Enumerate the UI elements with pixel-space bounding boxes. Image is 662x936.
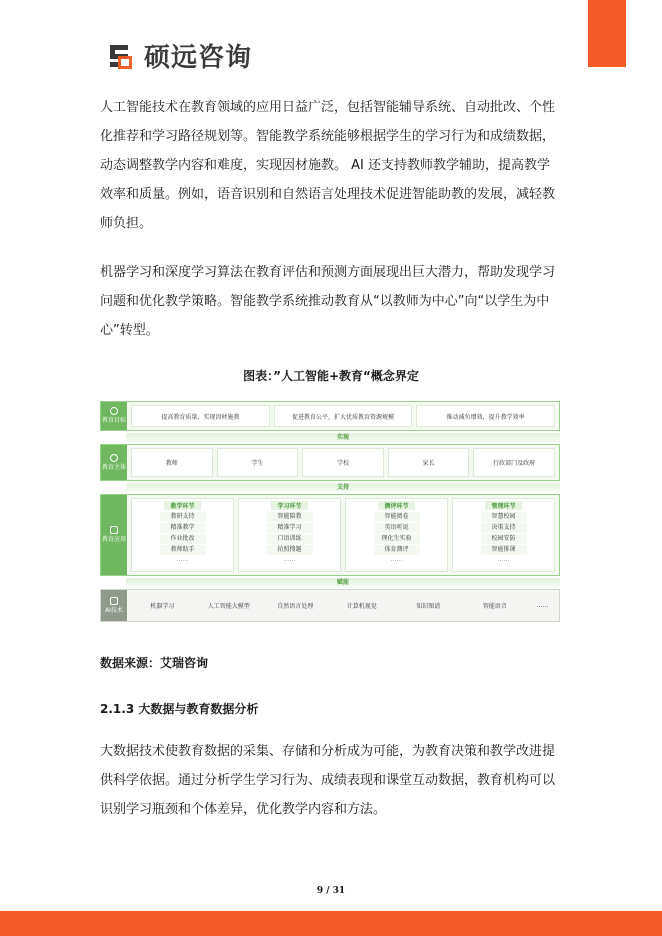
application-group-teaching: 教学环节 教研支持 精准教学 作业批改 教师助手 …… [131, 498, 234, 572]
application-item: 拍照搜题 [267, 545, 313, 555]
goal-item: 提高教育质量，实现因材施教 [131, 405, 270, 427]
application-item: 决策支持 [481, 523, 527, 533]
brand-logo [106, 37, 252, 74]
ai-tech-item: …… [536, 602, 549, 609]
ai-tech-item: 人工智能大模型 [207, 603, 250, 610]
data-source: 数据来源：艾瑞咨询 [100, 656, 209, 670]
goal-item: 推动减负增效，提升教学效率 [416, 405, 555, 427]
row-label-goal: 教育目标 [101, 402, 127, 430]
connector-realize: 实现 [126, 433, 560, 442]
application-item: 理化生实验 [374, 534, 420, 544]
ai-education-concept-diagram [100, 401, 560, 622]
diagram-row-goal [100, 401, 560, 431]
paragraph-ai-education: 人工智能技术在教育领域的应用日益广泛，包括智能辅导系统、自动批改、个性化推荐和学习路径规划等。智能教学系统能够根据学生的学习行为和成绩数据，动态调整教学内容和难度，实现因材施教。 AI 还支持教师教学辅助，提高教学效率和质量。例如，语音识别和自然语言处理技术促进智能助教的发展，减轻教师负担。 [100, 100, 556, 231]
application-item: 智能阅卷 [374, 512, 420, 522]
row-label-application: 教育应用 [101, 495, 127, 575]
subject-item: 教师 [131, 448, 213, 477]
brand-name: 硕远咨询 [144, 43, 253, 73]
paragraph-ml-assessment: 机器学习和深度学习算法在教育评估和预测方面展现出巨大潜力，帮助发现学习问题和优化教学策略。智能教学系统推动教育从“以教师为中心”向“以学生为中心”转型。 [100, 265, 556, 338]
application-icon [110, 526, 118, 534]
target-icon [110, 407, 118, 415]
chip-icon [110, 597, 118, 605]
corner-accent-tab [588, 0, 626, 67]
application-item: 智慧校园 [481, 512, 527, 522]
ai-tech-item: 机器学习 [150, 603, 175, 610]
application-item: 精准教学 [160, 523, 206, 533]
application-item: 校园安防 [481, 534, 527, 544]
subject-item: 学校 [302, 448, 384, 477]
figure-title: 图表：”人工智能+教育“概念界定 [243, 369, 419, 383]
subject-item: 行政部门及政府 [473, 448, 555, 477]
subject-item: 家长 [388, 448, 470, 477]
application-item: 英语听说 [374, 523, 420, 533]
paragraph-big-data: 大数据技术使教育数据的采集、存储和分析成为可能，为教育决策和教学改进提供科学依据。通过分析学生学习行为、成绩表现和课堂互动数据，教育机构可以识别学习瓶颈和个体差异，优化教学内容和方法。 [100, 744, 556, 817]
application-item: 教师助手 [160, 545, 206, 555]
application-group-learning: 学习环节 智能陪教 精准学习 口语训练 拍照搜题 …… [238, 498, 341, 572]
person-icon [110, 454, 118, 462]
brand-logo-icon [106, 41, 136, 71]
application-group-management: 管理环节 智慧校园 决策支持 校园安防 智能排课 …… [452, 498, 555, 572]
ai-tech-item: 计算机视觉 [346, 603, 377, 610]
row-label-subject: 教育主体 [101, 445, 127, 480]
application-item: 体育测评 [374, 545, 420, 555]
connector-support: 支持 [126, 483, 560, 492]
application-item: 智能排课 [481, 545, 527, 555]
section-heading: 2.1.3 大数据与教育数据分析 [100, 702, 259, 716]
diagram-row-ai [100, 589, 560, 622]
application-item: 教研支持 [160, 512, 206, 522]
ai-tech-item: 知识图谱 [416, 603, 441, 610]
application-item: 口语训练 [267, 534, 313, 544]
ai-tech-item: 自然语言处理 [277, 603, 314, 610]
application-item: 精准学习 [267, 523, 313, 533]
diagram-row-application [100, 494, 560, 576]
footer-accent-bar [0, 911, 662, 936]
application-item: 作业批改 [160, 534, 206, 544]
subject-item: 学生 [217, 448, 299, 477]
ai-tech-item: 智能语音 [482, 603, 507, 610]
connector-empower: 赋能 [126, 578, 560, 587]
row-label-ai: AI技术 [101, 590, 127, 621]
application-item: 智能陪教 [267, 512, 313, 522]
diagram-row-subject [100, 444, 560, 481]
goal-item: 促进教育公平，扩大优质教育资源规模 [274, 405, 413, 427]
page-number: 9 / 31 [316, 886, 346, 896]
application-group-assessment: 测评环节 智能阅卷 英语听说 理化生实验 体育测评 …… [345, 498, 448, 572]
